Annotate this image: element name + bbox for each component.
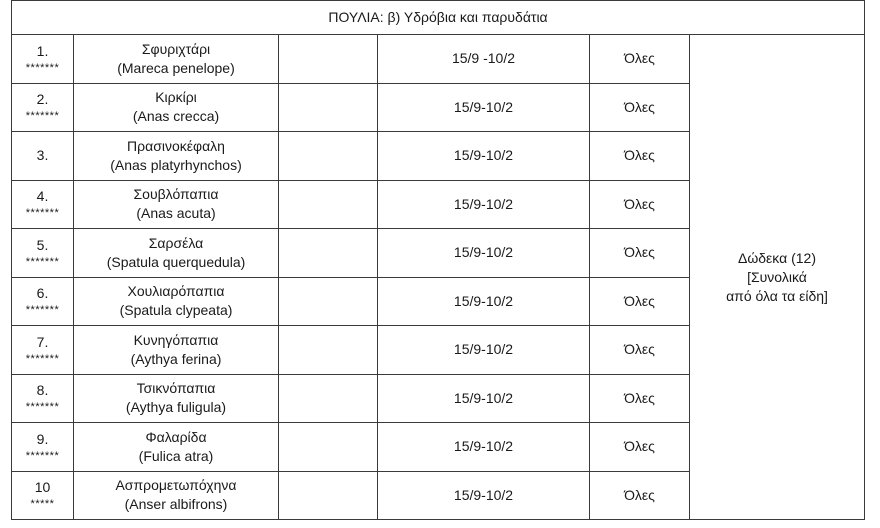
species-scientific-name: (Spatula clypeata) [119,302,233,319]
row-number: 9. [36,430,49,447]
row-stars: ******* [25,61,60,74]
row-number-cell [12,132,74,181]
species-scientific-name: (Anas acuta) [136,205,216,222]
species-table [11,0,865,520]
hunting-days-cell: Όλες [590,35,690,84]
row-number: 10 [34,479,51,496]
species-name-cell [74,35,279,84]
blank-cell [279,277,378,326]
blank-cell [279,326,378,375]
row-stars: ******* [25,304,60,317]
blank-cell [279,35,378,84]
hunting-season-cell: 15/9 -10/2 [378,35,590,84]
hunting-days-cell: Όλες [590,229,690,278]
species-name-cell [74,423,279,472]
bag-limit-text: από όλα τα είδη] [726,287,828,304]
row-number: 4. [36,188,49,205]
hunting-days-cell: Όλες [590,277,690,326]
species-scientific-name: (Spatula querquedula) [106,253,246,270]
row-number-cell [12,374,74,423]
table-title-row [12,1,865,35]
species-scientific-name: (Anser albifrons) [124,496,228,513]
blank-cell [279,180,378,229]
row-number: 5. [36,236,49,253]
species-name-cell [74,277,279,326]
row-stars: ******* [25,401,60,414]
species-name-cell [74,326,279,375]
species-common-name: Σουβλόπαπια [133,186,219,203]
species-common-name: Σαρσέλα [148,234,204,251]
species-common-name: Τσικνόπαπια [136,380,216,397]
table-title: ΠΟΥΛΙΑ: β) Υδρόβια και παρυδάτια [12,1,865,35]
row-number: 2. [36,91,49,108]
row-number-cell [12,326,74,375]
row-number-cell [12,423,74,472]
hunting-season-cell: 15/9-10/2 [378,423,590,472]
species-scientific-name: (Anas crecca) [132,108,220,125]
blank-cell [279,423,378,472]
hunting-season-cell: 15/9-10/2 [378,132,590,181]
species-common-name: Σφυριχτάρι [141,40,211,57]
hunting-days-cell: Όλες [590,326,690,375]
blank-cell [279,374,378,423]
hunting-season-cell: 15/9-10/2 [378,180,590,229]
species-name-cell [74,132,279,181]
row-stars: ******* [25,255,60,268]
hunting-season-cell: 15/9-10/2 [378,229,590,278]
row-number-cell [12,277,74,326]
species-common-name: Φαλαρίδα [145,428,207,445]
species-scientific-name: (Aythya ferina) [130,350,222,367]
hunting-season-cell: 15/9-10/2 [378,374,590,423]
row-number-cell [12,229,74,278]
hunting-season-cell: 15/9-10/2 [378,83,590,132]
hunting-days-cell: Όλες [590,180,690,229]
hunting-season-cell: 15/9-10/2 [378,326,590,375]
row-stars: ******* [25,449,60,462]
species-common-name: Ασπρομετωπόχηνα [115,477,237,494]
row-stars: ******* [25,352,60,365]
table-row [12,35,865,84]
row-number: 8. [36,382,49,399]
blank-cell [279,132,378,181]
hunting-days-cell: Όλες [590,132,690,181]
row-number-cell [12,471,74,520]
species-name-cell [74,180,279,229]
bag-limit-text: Δώδεκα (12) [737,249,817,266]
row-number-cell [12,180,74,229]
species-scientific-name: (Fulica atra) [138,447,214,464]
bag-limit-text: [Συνολικά [747,268,807,285]
row-number-cell [12,35,74,84]
species-common-name: Χουλιαρόπαπια [127,283,225,300]
row-stars: ******* [25,207,60,220]
row-stars: ******* [25,110,60,123]
hunting-days-cell: Όλες [590,374,690,423]
species-name-cell [74,83,279,132]
row-number: 3. [36,147,49,164]
species-scientific-name: (Mareca penelope) [117,59,235,76]
species-scientific-name: (Aythya fuligula) [125,399,227,416]
species-name-cell [74,229,279,278]
bag-limit-cell [690,35,865,520]
hunting-days-cell: Όλες [590,83,690,132]
species-common-name: Πρασινοκέφαλη [127,137,225,154]
row-stars: ***** [30,498,55,511]
row-number-cell [12,83,74,132]
hunting-season-cell: 15/9-10/2 [378,277,590,326]
hunting-days-cell: Όλες [590,423,690,472]
species-name-cell [74,374,279,423]
hunting-season-cell: 15/9-10/2 [378,471,590,520]
species-common-name: Κυνηγόπαπια [133,331,219,348]
row-number: 6. [36,285,49,302]
blank-cell [279,229,378,278]
blank-cell [279,471,378,520]
species-common-name: Κιρκίρι [155,89,197,106]
row-number: 1. [36,42,49,59]
species-name-cell [74,471,279,520]
species-scientific-name: (Anas platyrhynchos) [110,156,242,173]
blank-cell [279,83,378,132]
hunting-days-cell: Όλες [590,471,690,520]
row-number: 7. [36,333,49,350]
